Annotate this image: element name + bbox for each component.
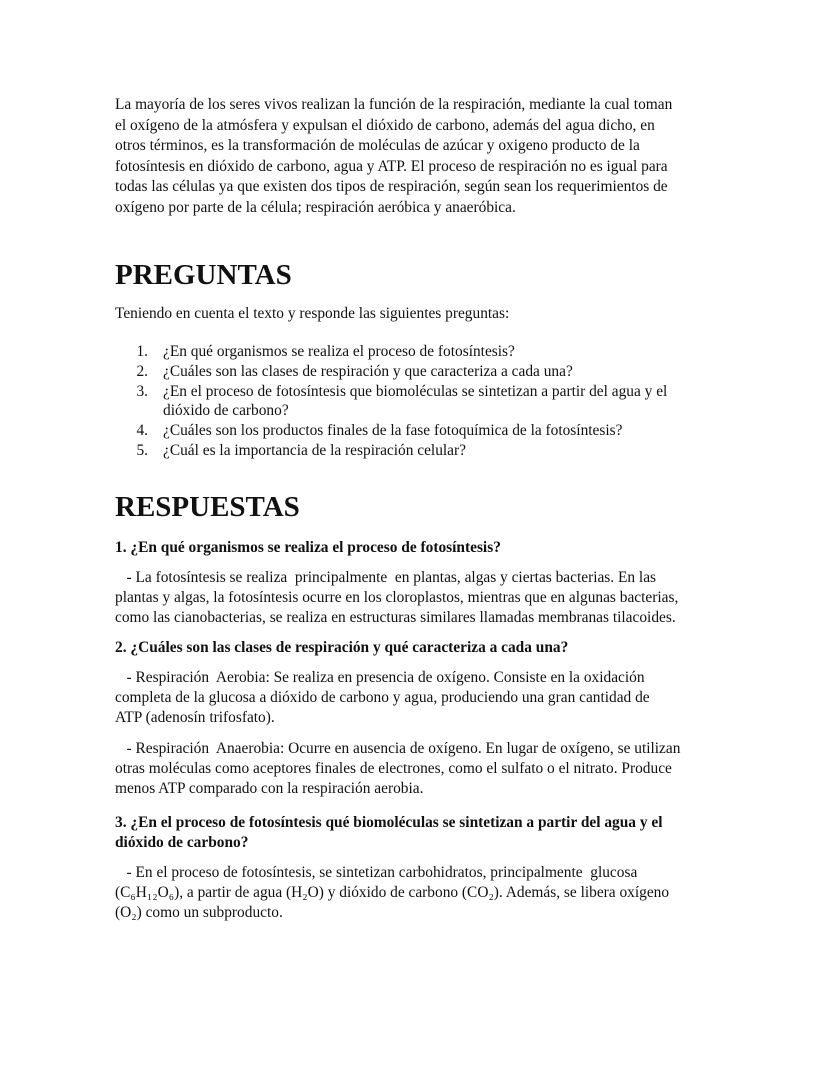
intro-paragraph [115,95,735,219]
question-text: 2. ¿Cuáles son las clases de respiración y qué caracteriza a cada una? [115,639,569,656]
text-line: - En el proceso de fotosíntesis, se sintetizan carbohidratos, principalmente glucosa [115,864,638,881]
answer-2-anaerobia [115,739,735,798]
item-text: ¿En el proceso de fotosíntesis que biomoléculas se sintetizan a partir del agua y el [163,382,668,400]
text-line: ATP (adenosín trifosfato). [115,708,275,726]
question-text: 1. ¿En qué organismos se realiza el proceso de fotosíntesis? [115,539,501,556]
answer-3-question [115,813,735,853]
item-text: ¿Cuáles son las clases de respiración y que caracteriza a cada una? [163,362,573,380]
answer-1-body [115,568,735,627]
text-line: el oxígeno de la atmósfera y expulsan el dióxido de carbono, además del agua dicho, en [115,116,655,134]
text-line: Teniendo en cuenta el texto y responde las siguientes preguntas: [115,305,510,322]
text-line: - Respiración Aerobia: Se realiza en presencia de oxígeno. Consiste en la oxidación [115,669,645,686]
item-number: 4. [136,422,148,440]
item-number: 1. [136,343,148,360]
text-line: (C₆H₁₂O₆), a partir de agua (H₂O) y dióxido de carbono (CO₂). Además, se libera oxígeno [115,883,670,901]
answer-2-aerobia [115,668,735,727]
answer-2-question [115,638,735,658]
answer-1-question [115,538,735,558]
list-item [115,342,735,362]
questions-list [115,342,735,461]
text-line: fotosíntesis en dióxido de carbono, agua y ATP. El proceso de respiración no es igual para [115,157,668,175]
item-number: 5. [136,441,148,459]
text-line: - Respiración Anaerobia: Ocurre en ausencia de oxígeno. En lugar de oxígeno, se utilizan [115,740,681,757]
item-number: 2. [136,362,148,380]
answer-3-body [115,863,735,922]
text-line: - La fotosíntesis se realiza principalmente en plantas, algas y ciertas bacterias. En las [115,569,657,586]
text-line: oxígeno por parte de la célula; respiración aeróbica y anaeróbica. [115,198,516,216]
respuestas-heading: RESPUESTAS [115,491,300,523]
text-line: todas las células ya que existen dos tipos de respiración, según sean los requerimientos de [115,178,668,196]
item-text: ¿En qué organismos se realiza el proceso de fotosíntesis? [163,343,515,360]
text-line: otras moléculas como aceptores finales de electrones, como el sulfato o el nitrato. Produce [115,759,672,777]
list-item [115,421,735,441]
item-number: 3. [136,382,148,400]
list-item [115,382,735,402]
text-line: La mayoría de los seres vivos realizan la función de la respiración, mediante la cual toman [115,96,673,113]
question-text: dióxido de carbono? [115,833,249,851]
question-text: 3. ¿En el proceso de fotosíntesis qué biomoléculas se sintetizan a partir del agua y el [115,814,663,831]
text-line: como las cianobacterias, se realiza en estructuras similares llamadas membranas tilacoides. [115,608,676,626]
preguntas-heading: PREGUNTAS [115,259,292,291]
item-text: ¿Cuáles son los productos finales de la fase fotoquímica de la fotosíntesis? [163,422,623,440]
text-line: menos ATP comparado con la respiración aerobia. [115,779,424,797]
list-item [115,441,735,461]
instruction-text [115,304,735,325]
list-item [115,362,735,382]
item-text-continued: dióxido de carbono? [163,402,289,420]
text-line: otros términos, es la transformación de moléculas de azúcar y oxigeno producto de la [115,137,640,155]
text-line: completa de la glucosa a dióxido de carbono y agua, produciendo una gran cantidad de [115,688,650,706]
item-text: ¿Cuál es la importancia de la respiración celular? [163,441,466,459]
text-line: (O₂) como un subproducto. [115,903,283,921]
text-line: plantas y algas, la fotosíntesis ocurre en los cloroplastos, mientras que en algunas bacterias, [115,588,679,606]
